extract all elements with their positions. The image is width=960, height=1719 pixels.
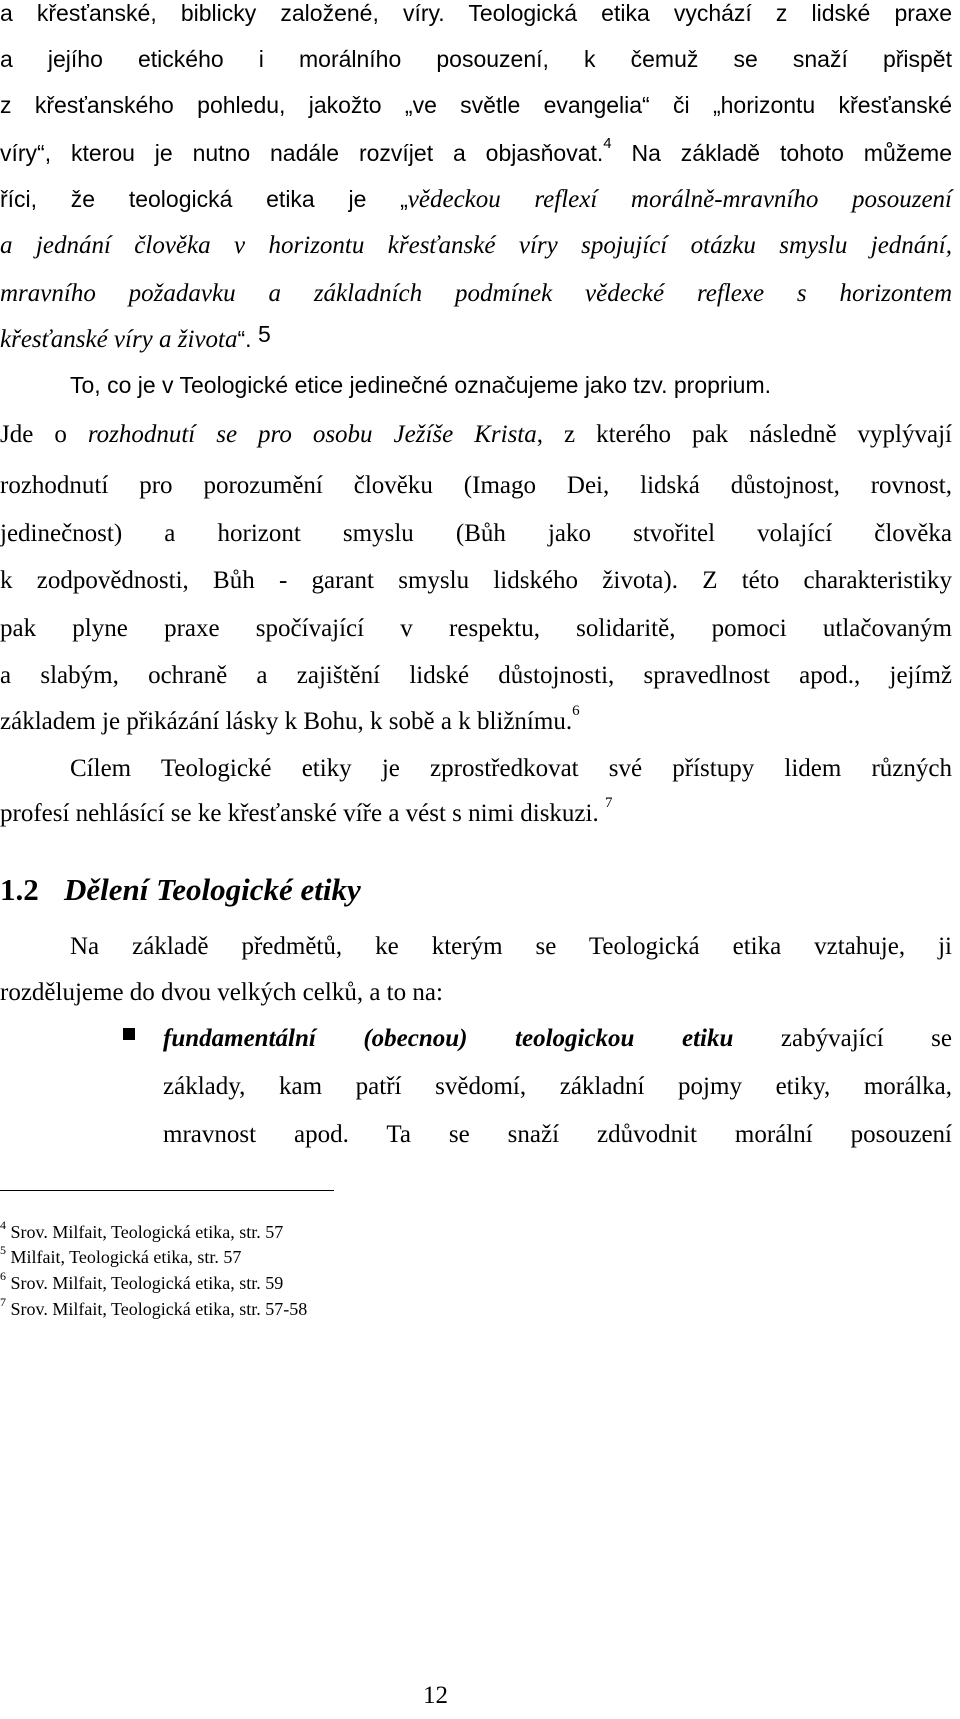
footnote-ref-4: 4 <box>603 135 612 152</box>
footnote-ref-5: 5 <box>257 321 271 347</box>
footnote-text: Srov. Milfait, Teologická etika, str. 57-58 <box>6 1299 308 1319</box>
para4-line2-text: profesí nehlásící se ke křesťanské víře a vést s nimi diskuzi. <box>0 800 599 827</box>
para5-line2: rozdělujeme do dvou velkých celků, a to na: <box>0 979 443 1006</box>
footnote-number: 4 <box>0 1218 6 1232</box>
footnote-ref-6: 6 <box>572 703 580 719</box>
para3-line7: a slabým, ochraně a zajištění lidské důstojnosti, spravedlnost apod., jejímž <box>0 662 952 689</box>
para3-line2-italic: rozhodnutí se pro osobu Ježíše Krista <box>87 421 537 448</box>
footnote-text: Srov. Milfait, Teologická etika, str. 59 <box>6 1273 284 1293</box>
para4-line1: Cílem Teologické etiky je zprostředkovat své přístupy lidem různých <box>70 755 952 782</box>
bullet-line3: mravnost apod. Ta se snaží zdůvodnit morální posouzení <box>163 1121 952 1148</box>
para3-line8 <box>0 703 952 736</box>
para1-line4 <box>0 135 952 167</box>
para3-line3: rozhodnutí pro porozumění člověku (Imago Dei, lidská důstojnost, rovnost, <box>0 472 952 499</box>
para2-line4-close: “. <box>237 326 258 352</box>
footnote-4 <box>0 1218 284 1243</box>
bullet-line1 <box>163 1025 952 1053</box>
para3-line4: jedinečnost) a horizont smyslu (Bůh jako stvořitel volající člověka <box>0 520 952 547</box>
bullet-term: fundamentální (obecnou) teologickou etiku <box>163 1025 734 1052</box>
para3-line8-text: základem je přikázání lásky k Bohu, k sobě a k bližnímu. <box>0 708 573 735</box>
footnote-7 <box>0 1295 308 1320</box>
bullet-line2: základy, kam patří svědomí, základní pojmy etiky, morálka, <box>163 1073 952 1100</box>
footnote-separator <box>0 1190 334 1191</box>
para1-line4-text: víry“, kterou je nutno nadále rozvíjet a objasňovat. <box>0 140 604 166</box>
para2-line4-quote: křesťanské víry a života <box>0 326 238 353</box>
para3-line5: k zodpovědnosti, Bůh - garant smyslu lidského života). Z této charakteristiky <box>0 567 952 594</box>
footnote-6 <box>0 1269 284 1294</box>
footnote-5 <box>0 1243 242 1268</box>
footnote-text: Milfait, Teologická etika, str. 57 <box>6 1247 242 1267</box>
para1-line1: a křesťanské, biblicky založené, víry. Teologická etika vychází z lidské praxe <box>0 0 952 26</box>
square-bullet-icon <box>123 1028 135 1040</box>
para3-line2-lead: Jde o <box>0 421 88 448</box>
footnote-text: Srov. Milfait, Teologická etika, str. 57 <box>6 1222 284 1242</box>
para1-line4-text-cont: Na základě tohoto můžeme <box>611 140 952 166</box>
para2-line2: a jednání člověka v horizontu křesťanské víry spojující otázku smyslu jednání, <box>0 232 952 259</box>
para2-line3: mravního požadavku a základních podmínek vědecké reflexe s horizontem <box>0 280 952 307</box>
footnote-number: 7 <box>0 1295 6 1309</box>
section-number: 1.2 <box>0 872 39 907</box>
para2-line1 <box>0 186 952 214</box>
para2-line1-quote: vědeckou reflexí morálně-mravního posouzení <box>407 186 952 213</box>
section-heading <box>0 872 361 908</box>
para3-line2 <box>0 421 952 449</box>
footnote-ref-7: 7 <box>604 795 613 811</box>
para5-line1: Na základě předmětů, ke kterým se Teologická etika vztahuje, ji <box>70 933 952 960</box>
para1-line2: a jejího etického i morálního posouzení, k čemuž se snaží přispět <box>0 46 952 72</box>
page-number: 12 <box>423 1682 448 1709</box>
footnote-number: 6 <box>0 1269 6 1283</box>
para3-line1: To, co je v Teologické etice jedinečné označujeme jako tzv. proprium. <box>70 372 772 398</box>
para1-line3: z křesťanského pohledu, jakožto „ve světle evangelia“ či „horizontu křesťanské <box>0 92 952 118</box>
para2-line4 <box>0 321 952 354</box>
para2-line1-lead: říci, že teologická etika je „ <box>0 186 408 212</box>
para4-line2 <box>0 795 952 828</box>
footnote-number: 5 <box>0 1243 6 1257</box>
section-title: Dělení Teologické etiky <box>64 872 361 907</box>
para3-line6: pak plyne praxe spočívající v respektu, solidaritě, pomoci utlačovaným <box>0 615 952 642</box>
bullet-line1-tail: zabývající se <box>733 1025 952 1052</box>
para3-line2-tail: , z kterého pak následně vyplývají <box>536 421 952 448</box>
